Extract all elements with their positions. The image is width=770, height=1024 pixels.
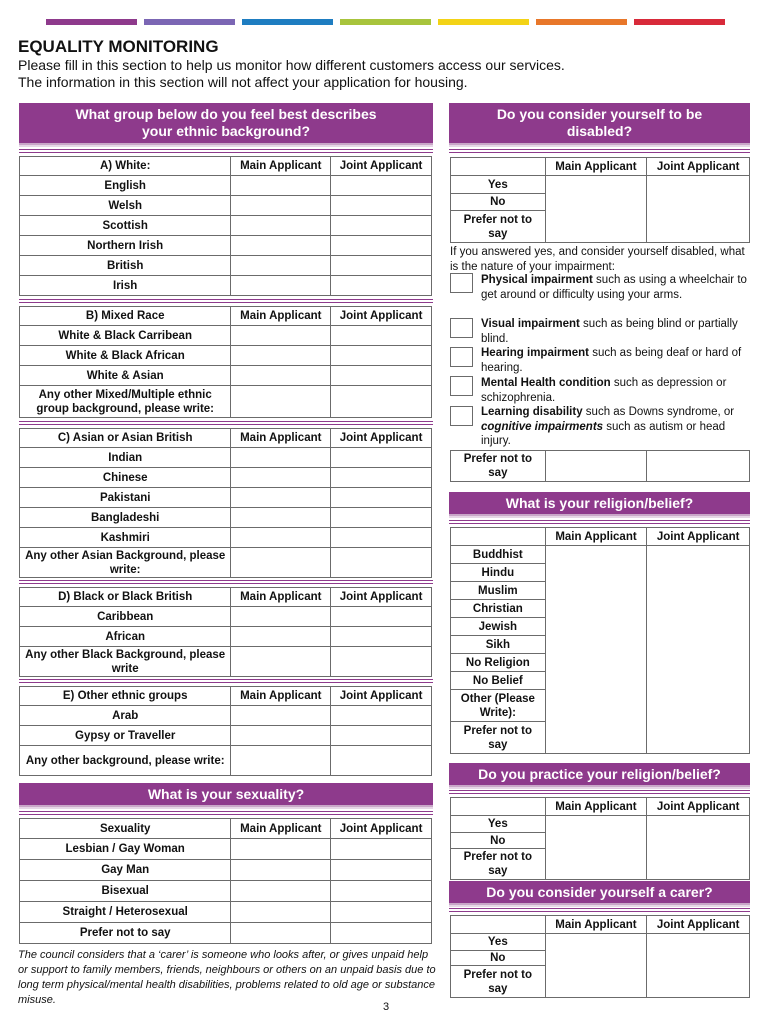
carer-header: Do you consider yourself a carer? xyxy=(449,881,750,905)
impairment-checkbox[interactable] xyxy=(450,406,473,426)
main-applicant-header: Main Applicant xyxy=(231,157,331,176)
table-row xyxy=(20,468,432,488)
practice-table xyxy=(450,797,750,880)
option-label: Any other Black Background, please write xyxy=(20,647,231,677)
option-label: Gypsy or Traveller xyxy=(20,726,231,746)
color-bar xyxy=(438,19,529,25)
main-applicant-checkbox[interactable] xyxy=(231,881,331,902)
joint-applicant-checkbox[interactable] xyxy=(331,508,432,528)
option-label: Yes xyxy=(451,176,546,194)
main-applicant-checkbox[interactable] xyxy=(231,256,331,276)
religion-header: What is your religion/belief? xyxy=(449,492,750,516)
option-label: No xyxy=(451,194,546,211)
joint-applicant-checkbox[interactable] xyxy=(647,451,750,482)
table-header-row xyxy=(20,307,432,326)
disability-table xyxy=(450,157,750,243)
option-label: Yes xyxy=(451,934,546,951)
table-row xyxy=(20,627,432,647)
table-header-row xyxy=(451,528,750,546)
carer-footnote: The council considers that a ‘carer’ is someone who looks after, or gives unpaid help or support to family members, friends, neighbours or others on an unpaid basis due to long term physical/mental health disabilities, problems related to old age or substance misuse. xyxy=(18,949,436,1006)
option-label: Welsh xyxy=(20,196,231,216)
joint-applicant-checkbox[interactable] xyxy=(331,468,432,488)
joint-applicant-checkbox[interactable] xyxy=(331,528,432,548)
option-label: No Belief xyxy=(451,672,546,690)
option-label: Irish xyxy=(20,276,231,296)
option-label: Prefer not to say xyxy=(451,451,546,482)
joint-applicant-checkbox[interactable] xyxy=(331,236,432,256)
main-applicant-checkbox[interactable] xyxy=(545,176,647,243)
divider xyxy=(19,580,433,584)
joint-applicant-checkbox[interactable] xyxy=(331,366,432,386)
option-label: Indian xyxy=(20,448,231,468)
color-bar xyxy=(536,19,627,25)
joint-applicant-header: Joint Applicant xyxy=(331,819,432,839)
impairment-description: such as autism or head injury. xyxy=(481,420,726,447)
disability-header: Do you consider yourself to be disabled? xyxy=(449,103,750,145)
intro-line-2: The information in this section will not affect your application for housing. xyxy=(18,74,468,90)
option-label: Gay Man xyxy=(20,860,231,881)
table-row xyxy=(20,528,432,548)
impairment-prefer-not-table xyxy=(450,450,750,482)
brand-color-bars xyxy=(46,19,725,25)
option-label: Other (Please Write): xyxy=(451,690,546,722)
option-label: Chinese xyxy=(20,468,231,488)
main-applicant-checkbox[interactable] xyxy=(231,706,331,726)
table-header-row xyxy=(20,157,432,176)
category-label: A) White: xyxy=(20,157,231,176)
main-applicant-checkbox[interactable] xyxy=(231,647,331,677)
option-label: British xyxy=(20,256,231,276)
main-applicant-checkbox[interactable] xyxy=(231,726,331,746)
main-applicant-header: Main Applicant xyxy=(545,158,647,176)
option-label: Northern Irish xyxy=(20,236,231,256)
table-row xyxy=(20,448,432,468)
category-label: B) Mixed Race xyxy=(20,307,231,326)
table-row xyxy=(20,276,432,296)
option-label: Prefer not to say xyxy=(451,966,546,998)
color-bar xyxy=(46,19,137,25)
impairment-name: Learning disability xyxy=(481,406,583,418)
table-row xyxy=(20,902,432,923)
main-applicant-checkbox[interactable] xyxy=(231,508,331,528)
ethnic-other-table xyxy=(19,686,432,776)
blank-header-cell xyxy=(451,916,546,934)
table-row xyxy=(20,216,432,236)
impairment-checkbox[interactable] xyxy=(450,273,473,293)
blank-header-cell xyxy=(451,528,546,546)
table-header-row xyxy=(451,798,750,816)
option-label: Sikh xyxy=(451,636,546,654)
joint-applicant-header: Joint Applicant xyxy=(647,916,750,934)
joint-applicant-checkbox[interactable] xyxy=(647,816,750,880)
table-row xyxy=(451,816,750,833)
table-row xyxy=(20,746,432,776)
option-label: Scottish xyxy=(20,216,231,236)
page-title: EQUALITY MONITORING xyxy=(18,37,219,56)
joint-applicant-header: Joint Applicant xyxy=(331,157,432,176)
option-label: Any other Asian Background, please write: xyxy=(20,548,231,578)
joint-applicant-checkbox[interactable] xyxy=(331,256,432,276)
joint-applicant-header: Joint Applicant xyxy=(647,528,750,546)
main-applicant-checkbox[interactable] xyxy=(231,196,331,216)
main-applicant-checkbox[interactable] xyxy=(231,236,331,256)
main-applicant-checkbox[interactable] xyxy=(545,451,647,482)
divider xyxy=(19,421,433,425)
table-row xyxy=(20,726,432,746)
divider xyxy=(19,811,433,815)
main-applicant-header: Main Applicant xyxy=(231,588,331,607)
joint-applicant-header: Joint Applicant xyxy=(331,687,432,706)
page-number: 3 xyxy=(383,1001,390,1013)
main-applicant-checkbox[interactable] xyxy=(231,468,331,488)
option-label: No xyxy=(451,951,546,966)
table-header-row xyxy=(20,819,432,839)
option-label: Prefer not to say xyxy=(20,923,231,944)
table-header-row xyxy=(451,916,750,934)
joint-applicant-checkbox[interactable] xyxy=(331,627,432,647)
impairment-description: such as depression or schizophrenia. xyxy=(481,377,727,404)
joint-applicant-checkbox[interactable] xyxy=(331,881,432,902)
option-label: Muslim xyxy=(451,582,546,600)
option-label: No Religion xyxy=(451,654,546,672)
ethnic-black-table xyxy=(19,587,432,677)
joint-applicant-checkbox[interactable] xyxy=(331,647,432,677)
table-row xyxy=(20,346,432,366)
joint-applicant-checkbox[interactable] xyxy=(647,546,750,754)
table-row xyxy=(20,860,432,881)
table-row xyxy=(20,326,432,346)
ethnic-white-table xyxy=(19,156,432,296)
divider xyxy=(449,790,750,794)
joint-applicant-checkbox[interactable] xyxy=(331,839,432,860)
divider xyxy=(449,908,750,912)
main-applicant-header: Main Applicant xyxy=(545,916,647,934)
category-label: C) Asian or Asian British xyxy=(20,429,231,448)
main-applicant-checkbox[interactable] xyxy=(231,276,331,296)
main-applicant-header: Main Applicant xyxy=(231,307,331,326)
table-row xyxy=(20,548,432,578)
ethnic-asian-table xyxy=(19,428,432,578)
table-row xyxy=(20,256,432,276)
impairment-name: cognitive impairments xyxy=(481,420,604,433)
joint-applicant-checkbox[interactable] xyxy=(331,216,432,236)
table-row xyxy=(20,881,432,902)
main-applicant-header: Main Applicant xyxy=(231,429,331,448)
table-header-row xyxy=(20,588,432,607)
main-applicant-checkbox[interactable] xyxy=(231,216,331,236)
impairment-checkbox[interactable] xyxy=(450,376,473,396)
joint-applicant-header: Joint Applicant xyxy=(331,429,432,448)
main-applicant-header: Main Applicant xyxy=(545,528,647,546)
main-applicant-checkbox[interactable] xyxy=(231,607,331,627)
ethnic-header: What group below do you feel best describes your ethnic background? xyxy=(19,103,433,145)
impairment-checkbox[interactable] xyxy=(450,318,473,338)
joint-applicant-checkbox[interactable] xyxy=(331,196,432,216)
color-bar xyxy=(144,19,235,25)
main-applicant-header: Main Applicant xyxy=(545,798,647,816)
table-row xyxy=(20,196,432,216)
joint-applicant-header: Joint Applicant xyxy=(331,307,432,326)
table-row xyxy=(20,839,432,860)
intro-text xyxy=(18,57,738,91)
option-label: Prefer not to say xyxy=(451,849,546,880)
impairment-name: Physical impairment xyxy=(481,274,593,286)
joint-applicant-header: Joint Applicant xyxy=(331,588,432,607)
main-applicant-checkbox[interactable] xyxy=(545,934,647,998)
color-bar xyxy=(340,19,431,25)
option-label: Caribbean xyxy=(20,607,231,627)
joint-applicant-checkbox[interactable] xyxy=(331,276,432,296)
option-label: Lesbian / Gay Woman xyxy=(20,839,231,860)
joint-applicant-header: Joint Applicant xyxy=(647,158,750,176)
divider xyxy=(449,149,750,153)
impairment-description: such as being deaf or hard of hearing. xyxy=(481,347,742,374)
option-label: Bangladeshi xyxy=(20,508,231,528)
main-applicant-checkbox[interactable] xyxy=(231,923,331,944)
joint-applicant-checkbox[interactable] xyxy=(331,706,432,726)
main-applicant-checkbox[interactable] xyxy=(231,448,331,468)
impairment-text xyxy=(481,273,753,302)
option-label: African xyxy=(20,627,231,647)
joint-applicant-checkbox[interactable] xyxy=(331,488,432,508)
ethnic-mixed-table xyxy=(19,306,432,418)
impairment-text xyxy=(481,376,753,405)
option-label: Bisexual xyxy=(20,881,231,902)
table-row xyxy=(20,488,432,508)
sexuality-header: What is your sexuality? xyxy=(19,783,433,807)
option-label: Prefer not to say xyxy=(451,211,546,243)
main-applicant-checkbox[interactable] xyxy=(231,627,331,647)
option-label: Prefer not to say xyxy=(451,722,546,754)
main-applicant-checkbox[interactable] xyxy=(545,816,647,880)
joint-applicant-checkbox[interactable] xyxy=(331,346,432,366)
impairment-name: Hearing impairment xyxy=(481,347,589,359)
joint-applicant-checkbox[interactable] xyxy=(331,902,432,923)
joint-applicant-checkbox[interactable] xyxy=(331,548,432,578)
option-label: White & Asian xyxy=(20,366,231,386)
color-bar xyxy=(242,19,333,25)
joint-applicant-checkbox[interactable] xyxy=(331,746,432,776)
table-row xyxy=(20,386,432,418)
divider xyxy=(19,299,433,303)
main-applicant-checkbox[interactable] xyxy=(231,326,331,346)
table-row xyxy=(20,236,432,256)
table-header-row xyxy=(451,158,750,176)
main-applicant-checkbox[interactable] xyxy=(231,902,331,923)
main-applicant-checkbox[interactable] xyxy=(231,386,331,418)
joint-applicant-header: Joint Applicant xyxy=(647,798,750,816)
joint-applicant-checkbox[interactable] xyxy=(331,448,432,468)
joint-applicant-checkbox[interactable] xyxy=(647,176,750,243)
sexuality-table xyxy=(19,818,432,944)
joint-applicant-checkbox[interactable] xyxy=(331,326,432,346)
impairment-question: If you answered yes, and consider yourself disabled, what is the nature of your impairment: xyxy=(450,246,745,273)
impairment-description: such as Downs syndrome, or xyxy=(582,406,735,418)
impairment-description: such as using a wheelchair to get around or difficulty using your arms. xyxy=(481,274,747,301)
carer-table xyxy=(450,915,750,998)
option-label: English xyxy=(20,176,231,196)
table-row xyxy=(20,647,432,677)
table-row xyxy=(451,451,750,482)
impairment-text xyxy=(481,317,753,346)
option-label: Pakistani xyxy=(20,488,231,508)
category-label: Sexuality xyxy=(20,819,231,839)
main-applicant-checkbox[interactable] xyxy=(231,860,331,881)
color-bar xyxy=(634,19,725,25)
option-label: No xyxy=(451,833,546,849)
option-label: Kashmiri xyxy=(20,528,231,548)
impairment-name: Mental Health condition xyxy=(481,377,611,389)
blank-header-cell xyxy=(451,798,546,816)
joint-applicant-checkbox[interactable] xyxy=(331,923,432,944)
option-label: Straight / Heterosexual xyxy=(20,902,231,923)
impairment-description: such as being blind or partially blind. xyxy=(481,318,738,345)
table-row xyxy=(20,706,432,726)
divider xyxy=(19,679,433,683)
impairment-text xyxy=(481,405,753,449)
main-applicant-checkbox[interactable] xyxy=(231,528,331,548)
main-applicant-checkbox[interactable] xyxy=(231,488,331,508)
impairment-checkbox[interactable] xyxy=(450,347,473,367)
option-label: White & Black African xyxy=(20,346,231,366)
impairment-text xyxy=(481,346,753,375)
option-label: Any other Mixed/Multiple ethnic group background, please write: xyxy=(20,386,231,418)
option-label: Christian xyxy=(451,600,546,618)
table-row xyxy=(20,176,432,196)
option-label: White & Black Carribean xyxy=(20,326,231,346)
table-row xyxy=(20,607,432,627)
table-header-row xyxy=(20,429,432,448)
option-label: Buddhist xyxy=(451,546,546,564)
main-applicant-header: Main Applicant xyxy=(231,687,331,706)
main-applicant-checkbox[interactable] xyxy=(231,176,331,196)
joint-applicant-checkbox[interactable] xyxy=(331,860,432,881)
main-applicant-checkbox[interactable] xyxy=(231,839,331,860)
table-header-row xyxy=(20,687,432,706)
divider xyxy=(19,149,433,153)
main-applicant-checkbox[interactable] xyxy=(231,746,331,776)
option-label: Yes xyxy=(451,816,546,833)
table-row xyxy=(20,508,432,528)
table-row xyxy=(451,546,750,564)
option-label: Arab xyxy=(20,706,231,726)
main-applicant-checkbox[interactable] xyxy=(231,346,331,366)
joint-applicant-checkbox[interactable] xyxy=(331,176,432,196)
main-applicant-checkbox[interactable] xyxy=(545,546,647,754)
option-label: Any other background, please write: xyxy=(20,746,231,776)
joint-applicant-checkbox[interactable] xyxy=(331,726,432,746)
intro-line-1: Please fill in this section to help us monitor how different customers access our services. xyxy=(18,57,565,73)
blank-header-cell xyxy=(451,158,546,176)
main-applicant-header: Main Applicant xyxy=(231,819,331,839)
joint-applicant-checkbox[interactable] xyxy=(331,607,432,627)
main-applicant-checkbox[interactable] xyxy=(231,548,331,578)
religion-table xyxy=(450,527,750,754)
table-row xyxy=(451,934,750,951)
table-row xyxy=(451,176,750,194)
joint-applicant-checkbox[interactable] xyxy=(331,386,432,418)
table-row xyxy=(20,923,432,944)
category-label: D) Black or Black British xyxy=(20,588,231,607)
divider xyxy=(449,520,750,524)
practice-header: Do you practice your religion/belief? xyxy=(449,763,750,787)
impairment-name: Visual impairment xyxy=(481,318,580,330)
category-label: E) Other ethnic groups xyxy=(20,687,231,706)
option-label: Jewish xyxy=(451,618,546,636)
option-label: Hindu xyxy=(451,564,546,582)
joint-applicant-checkbox[interactable] xyxy=(647,934,750,998)
table-row xyxy=(20,366,432,386)
main-applicant-checkbox[interactable] xyxy=(231,366,331,386)
